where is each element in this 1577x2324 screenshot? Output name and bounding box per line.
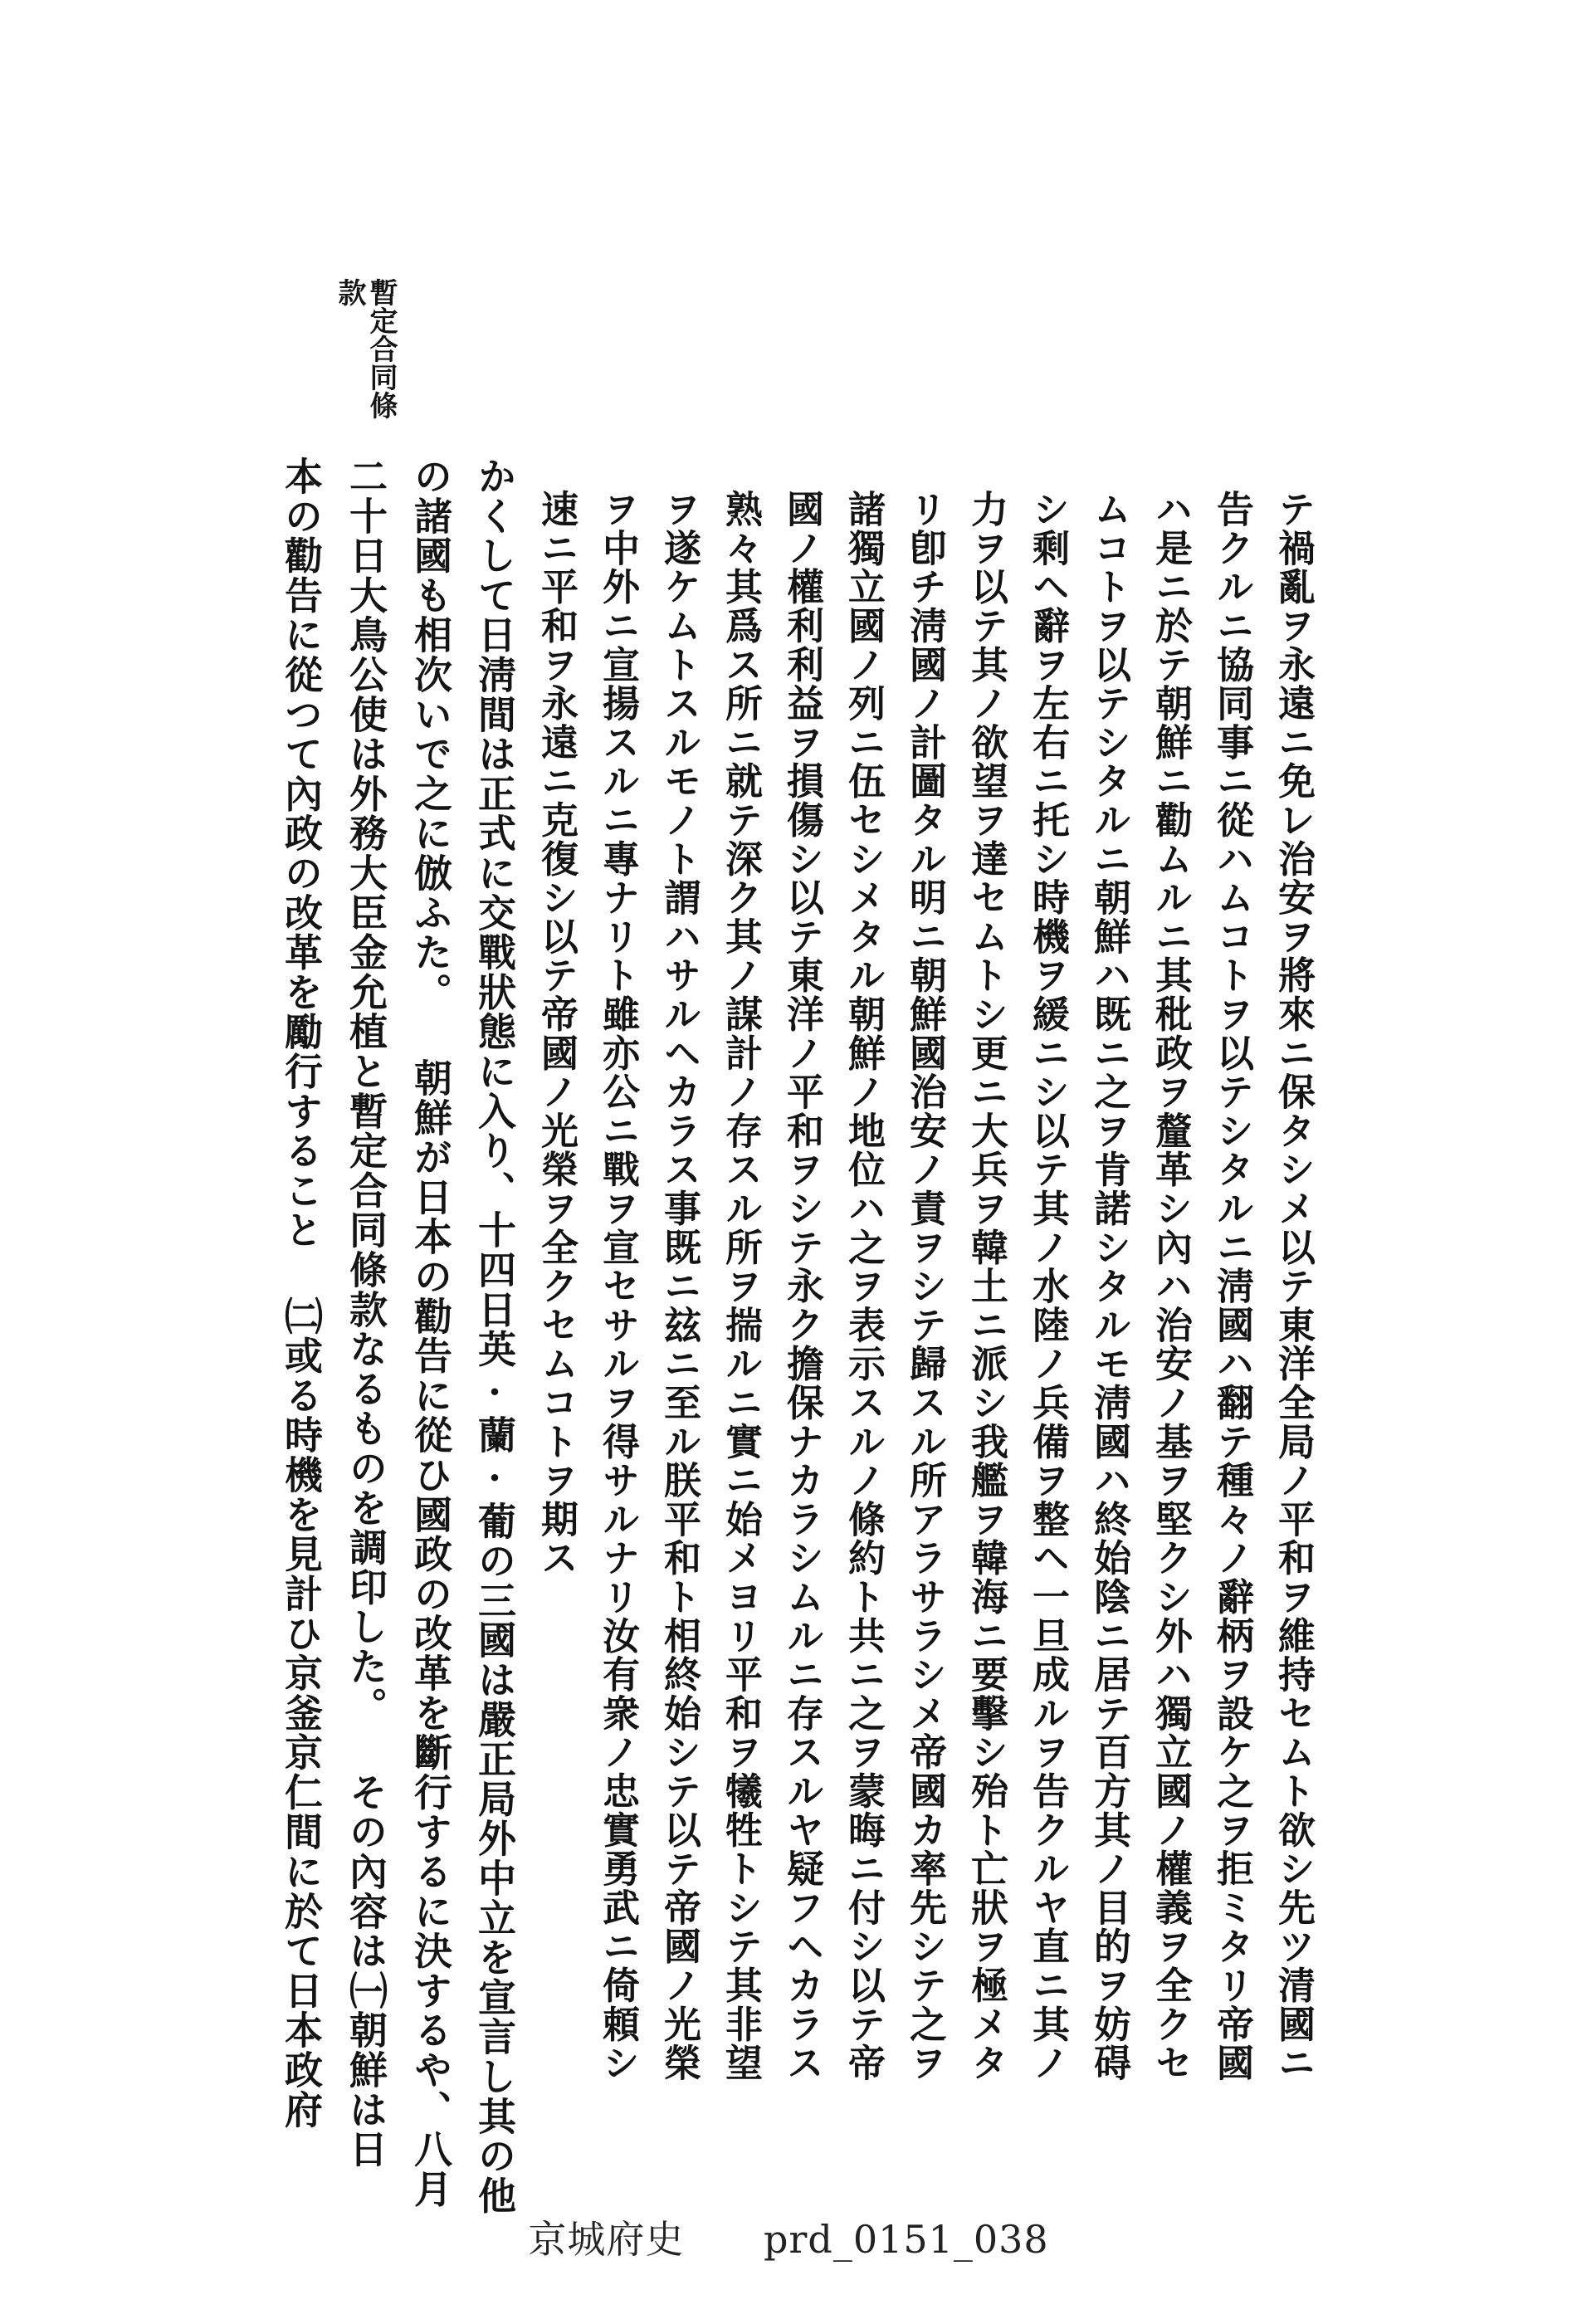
text-column: 告クルニ協同事ニ從ハムコトヲ以テシタルニ淸國ハ翻テ種々ノ辭柄ヲ設ケ之ヲ拒ミタリ帝國 <box>1210 490 1254 2082</box>
text-column: 諸獨立國ノ列ニ伍セシメタル朝鮮ノ地位ハ之ヲ表示スルノ條約ト共ニ之ヲ蒙晦ニ付シ以テ帝 <box>842 490 886 2082</box>
text-column: ヲ遂ケムトスルモノト謂ハサルヘカラス事既ニ玆ニ至ル朕平和ト相終始シテ以テ帝國ノ光榮 <box>657 490 701 2082</box>
text-column: リ卽チ淸國ノ計圖タル明ニ朝鮮國治安ノ責ヲシテ歸スル所アラサラシメ帝國カ率先シテ之ヲ <box>903 490 947 2082</box>
text-column: の諸國も相次いで之に倣ふた。 朝鮮が日本の勸告に從ひ國政の改革を斷行するに決するや、八月 <box>408 456 453 2209</box>
text-column: 速ニ平和ヲ永遠ニ克復シ以テ帝國ノ光榮ヲ全クセムコトヲ期ス <box>535 490 579 1578</box>
footer-code: prd_0151_038 <box>763 2217 1049 2262</box>
text-column: ムコトヲ以テシタルニ朝鮮ハ既ニ之ヲ肯諾シタルモ淸國ハ終始陰ニ居テ百方其ノ目的ヲ妨碍 <box>1087 490 1131 2082</box>
side-note-line: 款 <box>333 278 366 306</box>
text-column: 二十日大鳥公使は外務大臣金允植と暫定合同條款なるものを調印した。 その內容は㈠朝鮮は日 <box>344 456 388 2170</box>
text-column: 國ノ權利利益ヲ損傷シ以テ東洋ノ平和ヲシテ永ク擔保ナカラシムルニ存スルヤ疑フヘカラス <box>780 490 824 2082</box>
text-column: ハ是ニ於テ朝鮮ニ勸ムルニ其秕政ヲ釐革シ內ハ治安ノ基ヲ堅クシ外ハ獨立國ノ權義ヲ全クセ <box>1149 490 1193 2082</box>
text-column: ヲ中外ニ宣揚スルニ專ナリト雖亦公ニ戰ヲ宣セサルヲ得サルナリ汝有衆ノ忠實勇武ニ倚頼シ <box>596 490 640 2082</box>
text-column: シ剩ヘ辭ヲ左右ニ托シ時機ヲ緩ニシ以テ其ノ水陸ノ兵備ヲ整ヘ一旦成ルヲ告クルヤ直ニ其ノ <box>1026 490 1070 2082</box>
text-column: テ禍亂ヲ永遠ニ免レ治安ヲ將來ニ保タシメ以テ東洋全局ノ平和ヲ維持セムト欲シ先ツ清國ニ <box>1272 490 1316 2082</box>
text-column: 力ヲ以テ其ノ欲望ヲ達セムトシ更ニ大兵ヲ韓土ニ派シ我艦ヲ韓海ニ要擊シ殆ト亡狀ヲ極メタ <box>964 490 1008 2082</box>
text-column: かくして日淸間は正式に交戰狀態に入り、十四日英·蘭·葡の三國は嚴正局外中立を宣言し其の他 <box>472 456 517 2216</box>
text-column: 熟々其爲ス所ニ就テ深ク其ノ謀計ノ存スル所ヲ揣ルニ實ニ始メヨリ平和ヲ犧牲トシテ其非望 <box>719 490 763 2082</box>
footer-title: 京城府史 <box>528 2217 685 2262</box>
footer-caption <box>0 2209 1577 2264</box>
side-note <box>333 278 398 427</box>
side-note-line: 暫定合同條 <box>364 278 398 419</box>
text-column: 本の勸告に從つて內政の改革を勵行すること ㈡或る時機を見計ひ京釜京仁間に於て日本政府 <box>279 456 324 2130</box>
